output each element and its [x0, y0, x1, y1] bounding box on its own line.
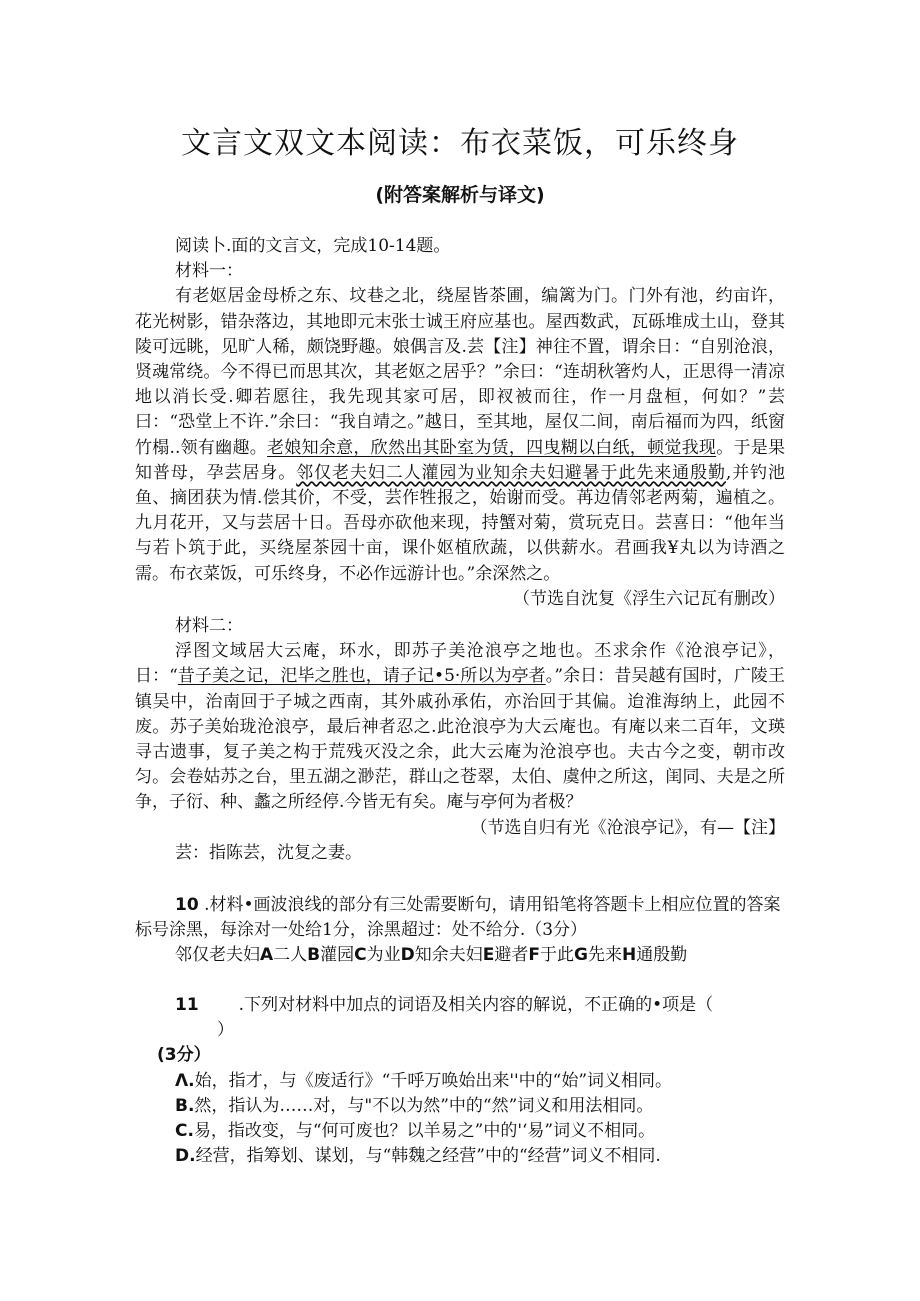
question-11-score-text: (3分）	[157, 1045, 211, 1066]
question-11-option-key: B.	[175, 1095, 195, 1116]
question-10-segment: 二人	[273, 945, 308, 966]
question-11-option-key: Λ.	[175, 1070, 195, 1091]
question-11-paren: ）	[217, 1020, 234, 1041]
question-10-segment: 邻仅老夫妇	[175, 945, 260, 966]
material-one-text-c: ,并钓池鱼、摘团获为情.偿其价，不受，芸作牲报之，始谢而受。苒边倩邻老两菊，遍植之。九月花开，又与芸居十日。吾母亦砍他来现，持蟹对菊，赏玩克日。芸喜日：“他年当与若卜筑于此，买绕屋茶园十亩，课仆妪植欣蔬，以供薪水。君画我¥丸以为诗酒之需。布衣菜饭，可乐终身，不必作远游计也。”余深然之。	[135, 462, 786, 584]
question-10-number: 10	[175, 895, 199, 915]
material-two-label: 材料二：	[175, 616, 243, 636]
material-two-underlined-sentence: 昔子美之记，汜毕之胜也，请子记•5·所以为亭者	[177, 666, 546, 687]
question-11-option[interactable]	[135, 1119, 785, 1144]
question-10-marker-e[interactable]: E	[482, 945, 495, 966]
question-10-segment: 避者	[494, 945, 529, 966]
question-11-option-text: 然，指认为……对，与"不以为然”中的“然”词义和用法相同。	[194, 1095, 654, 1116]
question-11	[135, 993, 785, 1169]
question-11-option[interactable]	[135, 1094, 785, 1119]
material-two-section	[135, 614, 785, 866]
footnote: 芸：指陈芸，沈复之妻。	[175, 842, 362, 863]
question-11-option-text: 易，指改变，与“何可废也？以羊易之”中的'‘易”词义不相同。	[193, 1121, 656, 1142]
question-10-options	[135, 943, 785, 968]
material-one-paragraph	[135, 284, 785, 586]
question-11-text: .下列对材料中加点的词语及相关内容的解说，不正确的•项是（	[238, 995, 714, 1015]
question-10-text: .材料•画波浪线的部分有三处需要断句，请用铅笔将答题卡上相应位置的答案标号涂黑，每涂对一处给1分，涂黑超过：处不给分.（3分）	[135, 895, 781, 941]
material-one-underlined-sentence: 老娘知余意，欣然出其卧室为赁，四曳糊以白纸，顿觉我现	[267, 437, 717, 458]
question-10-marker-d[interactable]: D	[400, 945, 415, 966]
material-two-source: （节选自归有光《沧浪亭记》，有—【注】	[470, 817, 785, 838]
question-10-segment: 于此	[540, 945, 574, 966]
material-one-text-b: 。于是果知普母，孕芸居身。	[135, 437, 786, 483]
question-11-number: 11	[175, 995, 199, 1015]
question-10	[135, 893, 785, 969]
question-10-marker-c[interactable]: C	[354, 945, 367, 966]
question-11-stem	[135, 993, 785, 1043]
question-11-option-key: C.	[175, 1121, 194, 1142]
page-title: 文言文双文本阅读：布衣菜饭，可乐终身	[181, 126, 739, 161]
material-two-text-a: 浮图文域居大云庵，环水，即苏子美沧浪亭之地也。丕求余作《沧浪亭记》，日：“	[135, 641, 785, 687]
question-10-segment: 先来	[587, 945, 622, 966]
material-one-label: 材料一：	[175, 261, 243, 282]
material-one-text-a: 有老妪居金母桥之东、坟巷之北，绕屋皆茶圃，编篱为门。门外有池，约亩许，花光树影，错杂落边，其地即元末张士诚王府应基也。屋西数武，瓦砾堆成土山，登其陵可远眺，见旷人稀，颇饶野趣。娘偶言及.芸【注】神往不置，谓余日：“自别沧浪，贤魂常绕。今不得已而思其次，其老妪之居乎？”余曰：“连胡秋箸灼人，正思得一清凉地以消长受.卿若愿往，我先现其家可居，即衩被而往，作一月盘桓，何如？”芸曰：“恐堂上不许.”余曰：“我自靖之。”越日，至其地，屋仅二间，南后福而为四，纸窗竹榻..领有幽趣。	[135, 286, 785, 458]
material-two-text-b: 。”余日：昔吴越有国时，广陵王镇吴中，治南回于子城之西南，其外戚孙承佑，亦治回于其偏。迨淮海纳上，此园不废。苏子美始珑沧浪亭，最后神者忍之.此沧浪亭为大云庵也。有庵以来二百年，文瑛寻古遗事，复子美之构于荒残灭没之余，此大云庵为沧浪亭也。夫古今之变，朝市改匀。会卷姑苏之台，里五湖之渺茫，群山之苍翠，太伯、虞仲之所这，闺同、夫是之所争，子衍、种、蠡之所经停.今皆无有矣。庵与亭何为者极？	[135, 666, 785, 813]
question-11-score	[135, 1043, 785, 1068]
question-11-option-key: D.	[175, 1146, 196, 1167]
question-10-marker-g[interactable]: G	[574, 945, 588, 966]
question-11-option[interactable]	[135, 1069, 785, 1094]
question-11-option[interactable]	[135, 1144, 785, 1169]
question-10-stem	[135, 893, 785, 943]
question-10-marker-a[interactable]: A	[260, 945, 274, 966]
question-10-marker-b[interactable]: B	[307, 945, 321, 966]
question-10-segment: 为业	[366, 945, 401, 966]
question-10-segment: 灌园	[320, 945, 355, 966]
intro-line: 阅读卜.面的文言文，完成10-14题。	[175, 236, 451, 256]
page-subtitle: (附答案解析与译文)	[375, 184, 545, 206]
question-10-segment: 知余夫妇	[414, 945, 483, 966]
question-10-marker-h[interactable]: H	[621, 945, 637, 966]
question-11-option-text: 经营，指筹划、谋划，与“韩魏之经营”中的“经营”词义不相同.	[195, 1146, 661, 1167]
material-one-section	[135, 234, 785, 612]
material-one-source: （节选自沈复《浮生六记瓦有删改）	[513, 588, 785, 609]
question-10-marker-f[interactable]: F	[528, 945, 540, 966]
question-10-segment: 通殷勤	[636, 945, 688, 966]
question-11-options	[135, 1069, 785, 1170]
question-11-option-text: 始，指才，与《废适行》“千呼万唤始出来''中的“始”词义相同。	[194, 1070, 673, 1091]
material-one-wavy-sentence: 邻仅老夫妇二人灌园为业知余夫妇避暑于此先来通殷勤	[296, 462, 726, 483]
material-two-paragraph	[135, 639, 785, 815]
